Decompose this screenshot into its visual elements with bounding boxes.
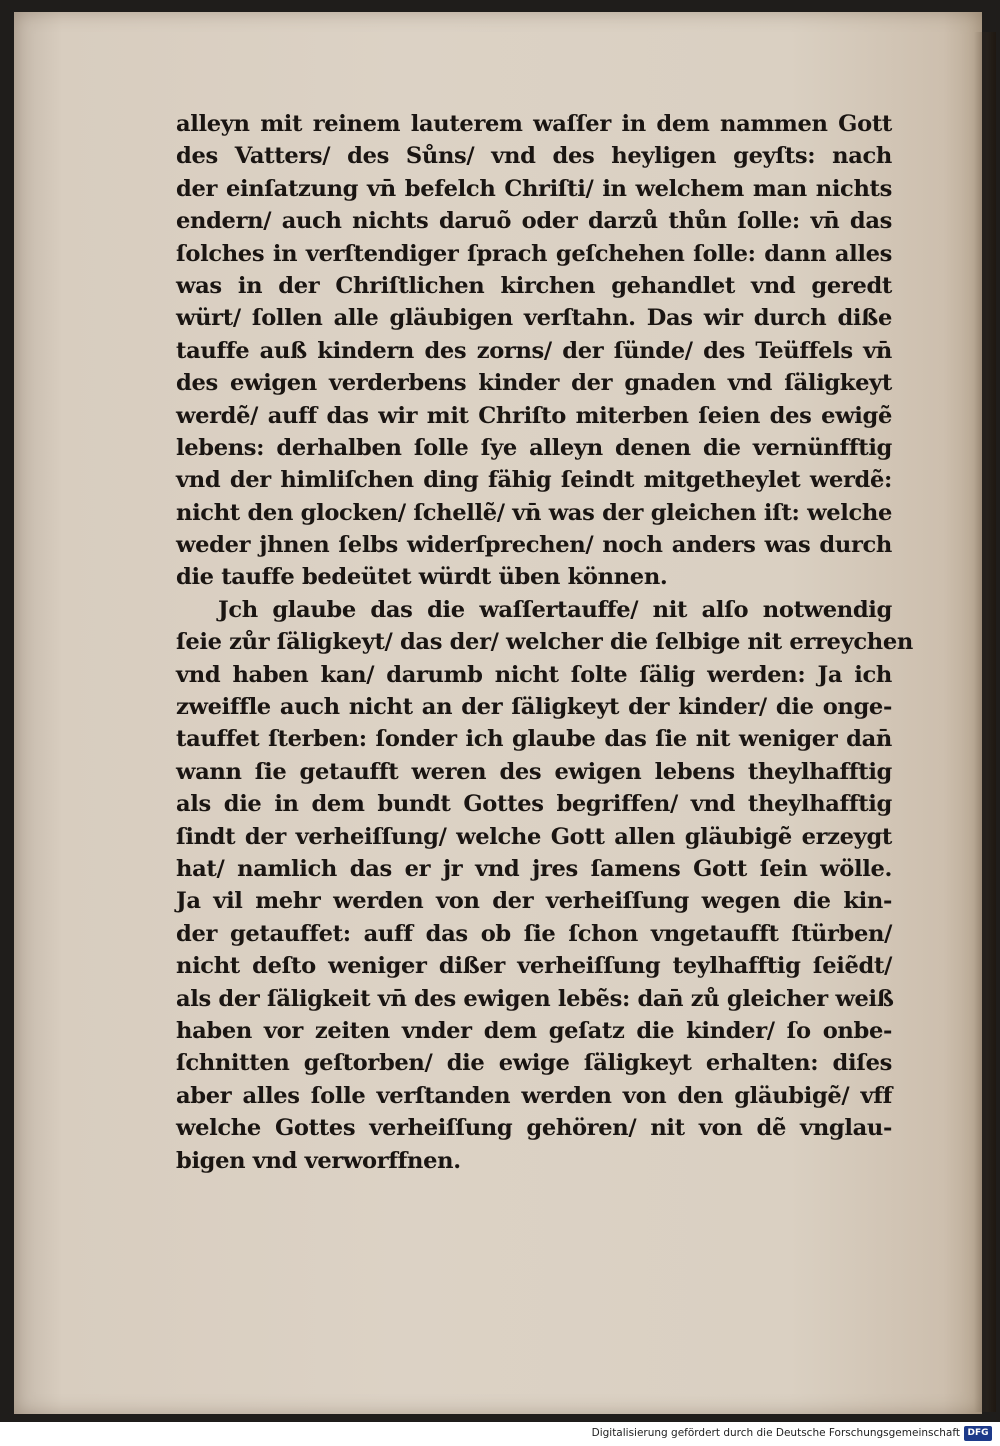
text-line: ſeie zůr ſäligkeyt/ das der/ welcher die ſelbige nit erreychen <box>176 629 913 656</box>
text-line: vnd haben kan/ darumb nicht ſolte ſälig werden: Ja ich <box>176 661 892 688</box>
text-line: wann ſie getaufft weren des ewigen lebens theylhafftig <box>176 758 892 785</box>
text-line: was in der Chriſtlichen kirchen gehandlet vnd geredt <box>176 272 892 299</box>
text-line: der getauffet: auff das ob ſie ſchon vngetaufft ſtürben/ <box>176 920 892 947</box>
text-line: welche Gottes verheiſſung gehören/ nit von dẽ vnglau- <box>176 1115 892 1142</box>
page-edge-shadow <box>974 32 996 1412</box>
text-line: der einſatzung vn̄ befelch Chriſti/ in welchem man nichts <box>176 175 892 202</box>
page-text-block <box>176 108 913 1177</box>
dfg-logo-icon[interactable]: DFG <box>964 1426 992 1441</box>
text-line: werdẽ/ auff das wir mit Chriſto miterben ſeien des ewigẽ <box>176 402 892 429</box>
text-line: ſchnitten geſtorben/ die ewige ſäligkeyt erhalten: diſes <box>176 1050 892 1077</box>
footer-bar <box>0 1422 1000 1446</box>
text-line: endern/ auch nichts daruõ oder darzů thůn ſolle: vn̄ das <box>176 208 892 235</box>
text-line: bigen vnd verworffnen. <box>176 1147 461 1174</box>
text-line: tauffet ſterben: ſonder ich glaube das ſie nit weniger dan̄ <box>176 726 892 753</box>
text-line: die tauffe bedeütet würdt üben können. <box>176 564 668 591</box>
text-line: haben vor zeiten vnder dem geſatz die kinder/ ſo onbe- <box>176 1017 892 1044</box>
text-line: nicht den glocken/ ſchellẽ/ vn̄ was der gleichen iſt: welche <box>176 499 892 526</box>
text-line: Ja vil mehr werden von der verheiſſung wegen die kin- <box>176 888 892 915</box>
text-line: als der ſäligkeit vn̄ des ewigen lebẽs: dan̄ zů gleicher weiß <box>176 985 894 1012</box>
text-line: Jch glaube das die waſſertauffe/ nit alſo notwendig <box>218 596 892 623</box>
text-line: hat/ namlich das er jr vnd jres ſamens Gott ſein wölle. <box>176 855 892 882</box>
funding-credit: Digitalisierung gefördert durch die Deutsche Forschungsgemeinschaft <box>591 1427 960 1439</box>
text-line: vnd der himliſchen ding fähig ſeindt mitgetheylet werdẽ: <box>176 467 892 494</box>
text-line: nicht deſto weniger dißer verheiſſung teylhafftig ſeiẽdt/ <box>176 953 892 980</box>
text-line: lebens: derhalben ſolle ſye alleyn denen die vernünfftig <box>176 434 892 461</box>
text-line: tauffe auß kindern des zorns/ der ſünde/ des Teüffels vn̄ <box>176 337 892 364</box>
text-line: als die in dem bundt Gottes begriffen/ vnd theylhafftig <box>176 791 892 818</box>
text-line: des ewigen verderbens kinder der gnaden vnd ſäligkeyt <box>176 370 892 397</box>
text-line: ſolches in verſtendiger ſprach geſchehen ſolle: dann alles <box>176 240 892 267</box>
text-line: zweiffle auch nicht an der ſäligkeyt der kinder/ die onge- <box>176 694 892 721</box>
text-line: alleyn mit reinem lauterem waſſer in dem nammen Gott <box>176 111 892 137</box>
text-line: weder jhnen ſelbs widerſprechen/ noch anders was durch <box>176 532 892 559</box>
text-line: ſindt der verheiſſung/ welche Gott allen gläubigẽ erzeygt <box>176 823 892 850</box>
text-line: würt/ ſollen alle gläubigen verſtahn. Das wir durch diße <box>176 305 892 332</box>
text-line: aber alles ſolle verſtanden werden von den gläubigẽ/ vff <box>176 1082 892 1109</box>
text-line: des Vatters/ des Sůns/ vnd des heyligen geyſts: nach <box>176 143 892 170</box>
